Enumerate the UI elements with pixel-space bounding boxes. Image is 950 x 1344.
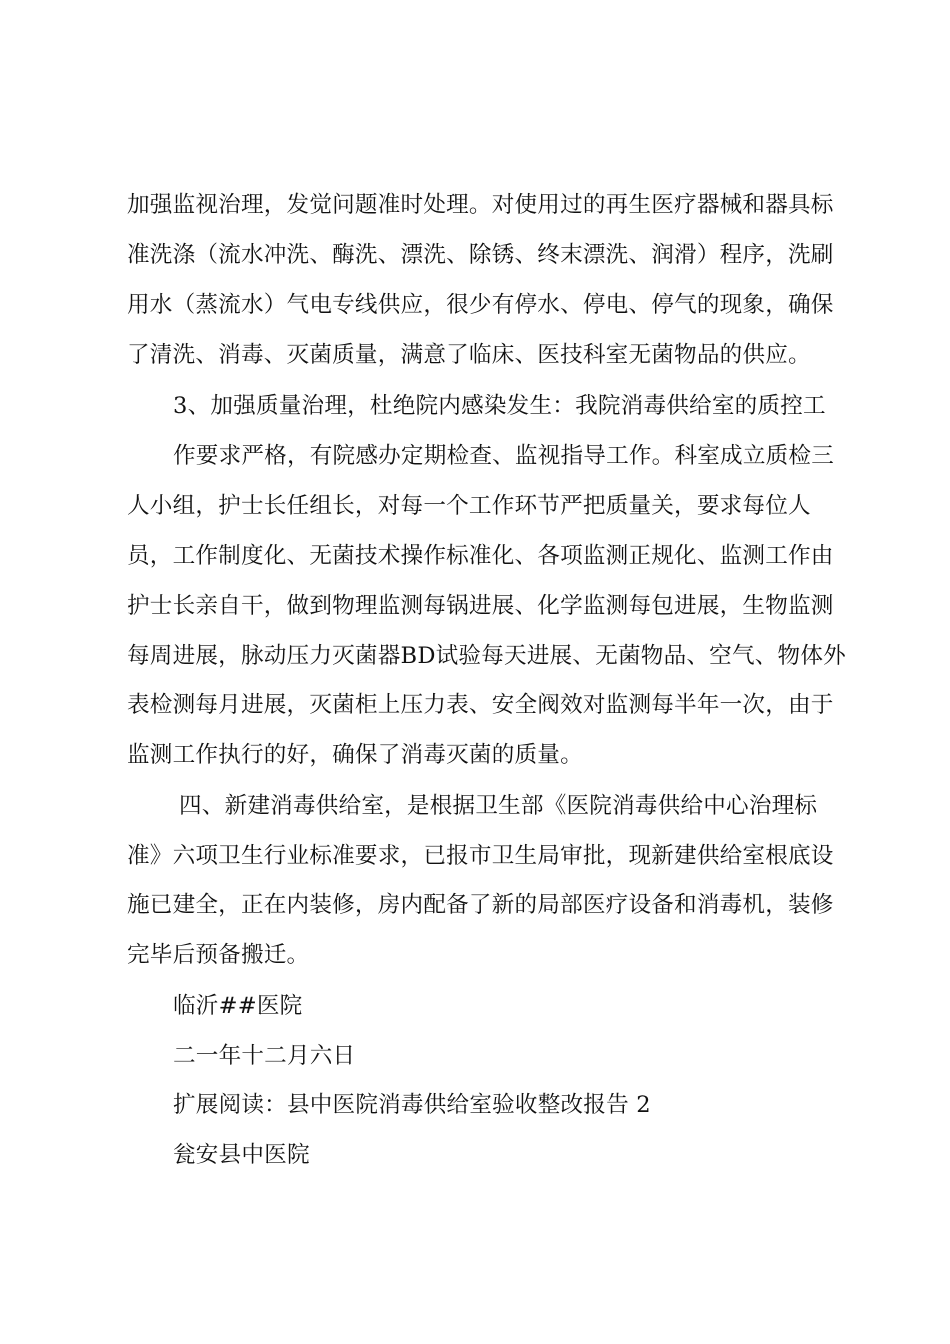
paragraph-3-line-3: 施已建全，正在内装修，房内配备了新的局部医疗设备和消毒机，装修 <box>127 892 834 918</box>
paragraph-2-line-3: 员，工作制度化、无菌技术操作标准化、各项监测正规化、监测工作由 <box>127 543 834 569</box>
paragraph-2-line-4: 护士长亲自干，做到物理监测每锅进展、化学监测每包进展，生物监测 <box>127 593 834 619</box>
paragraph-2-line-7: 监测工作执行的好，确保了消毒灭菌的质量。 <box>127 742 583 768</box>
paragraph-2-line-1: 作要求严格，有院感办定期检查、监视指导工作。科室成立质检三 <box>173 443 835 469</box>
paragraph-2-line-6: 表检测每月进展，灭菌柜上压力表、安全阀效对监测每半年一次，由于 <box>127 692 834 718</box>
paragraph-3-line-2: 准》六项卫生行业标准要求，已报市卫生局审批，现新建供给室根底设 <box>127 843 834 869</box>
next-organization: 瓮安县中医院 <box>173 1142 310 1168</box>
signature-date: 二一年十二月六日 <box>173 1043 356 1069</box>
paragraph-1-line-2: 准洗涤（流水冲洗、酶洗、漂洗、除锈、终末漂洗、润滑）程序，洗刷 <box>127 242 834 268</box>
paragraph-1-line-1: 加强监视治理，发觉问题准时处理。对使用过的再生医疗器械和器具标 <box>127 192 834 218</box>
paragraph-1-line-4: 了清洗、消毒、灭菌质量，满意了临床、医技科室无菌物品的供应。 <box>127 342 811 368</box>
paragraph-2-line-5: 每周进展，脉动压力灭菌器BD试验每天进展、无菌物品、空气、物体外 <box>127 643 846 669</box>
signature-organization: 临沂##医院 <box>173 993 303 1019</box>
paragraph-1-line-3: 用水（蒸流水）气电专线供应，很少有停水、停电、停气的现象，确保 <box>127 292 834 318</box>
paragraph-3-line-4: 完毕后预备搬迁。 <box>127 942 310 968</box>
paragraph-3-line-1: 四、新建消毒供给室，是根据卫生部《医院消毒供给中心治理标 <box>179 793 818 819</box>
paragraph-2-heading: 3、加强质量治理，杜绝院内感染发生：我院消毒供给室的质控工 <box>173 393 826 419</box>
extended-reading-title: 扩展阅读：县中医院消毒供给室验收整改报告 2 <box>173 1092 651 1118</box>
paragraph-2-line-2: 人小组，护士长任组长，对每一个工作环节严把质量关，要求每位人 <box>127 493 811 519</box>
